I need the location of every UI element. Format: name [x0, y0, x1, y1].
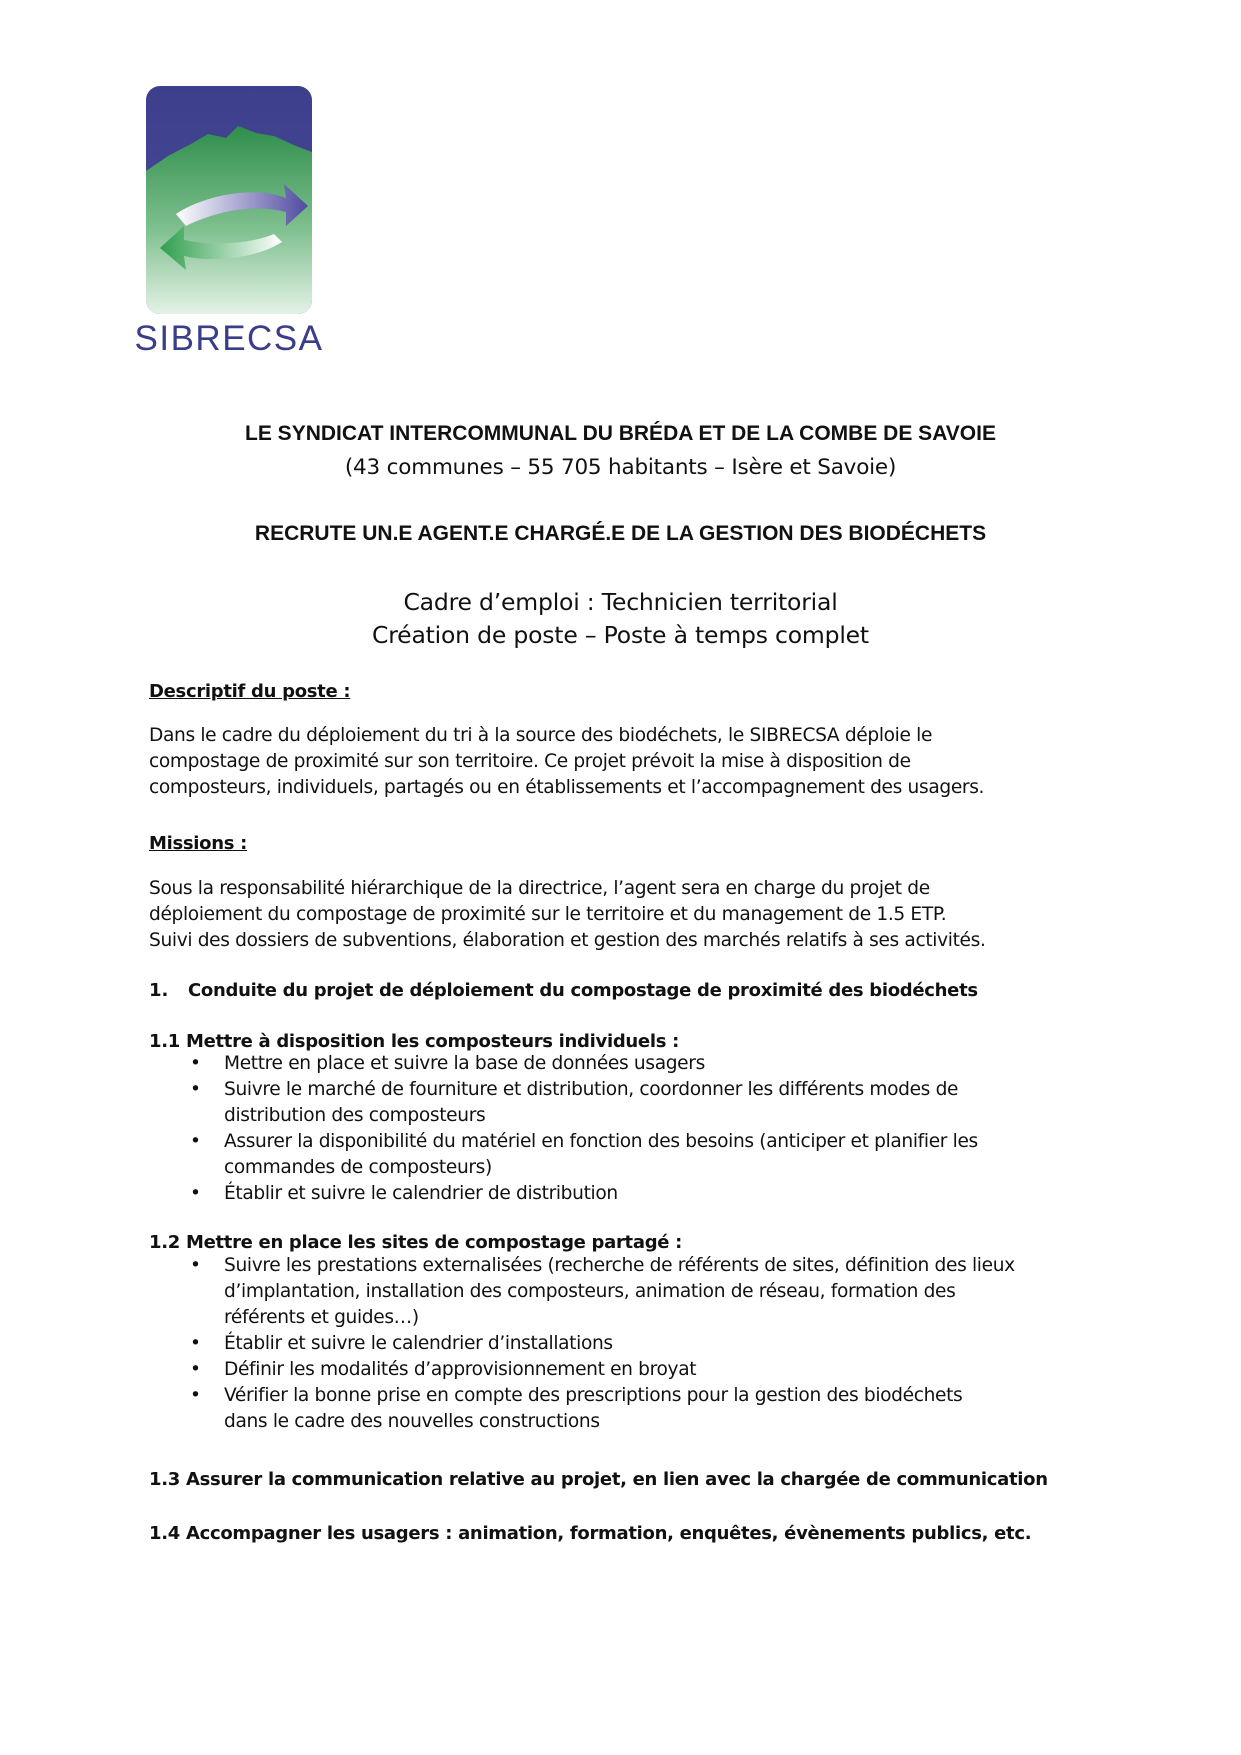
list-item: • Assurer la disponibilité du matériel en fonction des besoins (anticiper et planifier les commandes de composteurs) [190, 1131, 978, 1178]
missions-paragraph: Sous la responsabilité hiérarchique de la directrice, l’agent sera en charge du projet de déploiement du compostage de proximité sur le territoire et du management de 1.5 ETP. Suivi des dossiers de subventions, élaboration et gestion des marchés relatifs à ses activités. [149, 878, 986, 951]
descriptif-heading: Descriptif du poste : [149, 681, 351, 702]
sibrecsa-logo [134, 86, 324, 358]
subsection-1-3-title: 1.3 Assurer la communication relative au projet, en lien avec la chargée de communication [149, 1469, 1048, 1490]
subsection-1-2-list [190, 1253, 1110, 1435]
list-item: • Mettre en place et suivre la base de données usagers [190, 1053, 705, 1074]
job-title: RECRUTE UN.E AGENT.E CHARGÉ.E DE LA GESTION DES BIODÉCHETS [254, 522, 987, 545]
descriptif-paragraph: Dans le cadre du déploiement du tri à la source des biodéchets, le SIBRECSA déploie le compostage de proximité sur son territoire. Ce projet prévoit la mise à disposition de composteurs, individuels, partagés ou en établissements et l’accompagnement des usagers. [149, 725, 985, 798]
list-item: • Suivre le marché de fourniture et distribution, coordonner les différents modes de distribution des composteurs [190, 1079, 959, 1126]
subsection-1-1-title: 1.1 Mettre à disposition les composteurs individuels : [149, 1031, 679, 1052]
subsection-1-2-title: 1.2 Mettre en place les sites de compostage partagé : [149, 1232, 683, 1253]
missions-heading: Missions : [149, 833, 248, 854]
poste-type: Création de poste – Poste à temps complet [372, 621, 869, 649]
list-item: • Définir les modalités d’approvisionnement en broyat [190, 1359, 697, 1380]
cadre-emploi: Cadre d’emploi : Technicien territorial [403, 588, 838, 616]
list-item: • Établir et suivre le calendrier d’installations [190, 1333, 613, 1354]
list-item: • Vérifier la bonne prise en compte des prescriptions pour la gestion des biodéchets dans le cadre des nouvelles constructions [190, 1385, 963, 1432]
list-item: • Suivre les prestations externalisées (recherche de référents de sites, définition des lieux d’implantation, installation des composteurs, animation de réseau, formation des référents et guides…) [190, 1255, 1015, 1328]
section-1-number: 1. [149, 980, 169, 1001]
subsection-1-4-title: 1.4 Accompagner les usagers : animation, formation, enquêtes, évènements publics, etc. [149, 1523, 1032, 1544]
section-1-title: Conduite du projet de déploiement du compostage de proximité des biodéchets [188, 980, 978, 1001]
organisation-title: LE SYNDICAT INTERCOMMUNAL DU BRÉDA ET DE LA COMBE DE SAVOIE [245, 422, 996, 445]
list-item: • Établir et suivre le calendrier de distribution [190, 1183, 618, 1204]
subsection-1-1-list [190, 1051, 1110, 1207]
svg-text:SIBRECSA: SIBRECSA [134, 319, 324, 358]
organisation-details: (43 communes – 55 705 habitants – Isère et Savoie) [344, 455, 897, 480]
